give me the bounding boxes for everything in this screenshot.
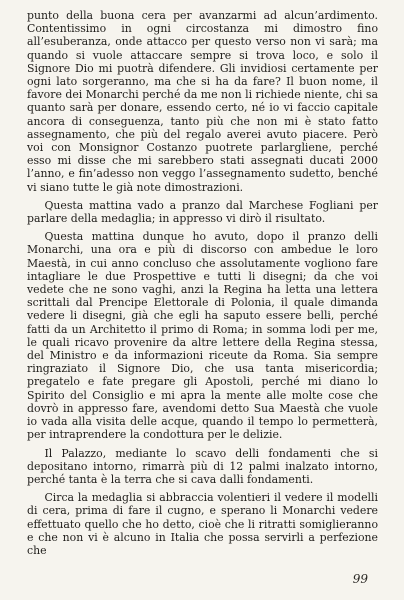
paragraph-4: Il Palazzo, mediante lo scavo delli fondamenti che si depositano intorno, rimarrà più di 12 palmi inalzato intorno, perché tanta è la terra che si cava dalli fondamenti. <box>27 446 378 486</box>
paragraph-2: Questa mattina vado a pranzo dal Marchese Fogliani per parlare della medaglia; in appresso vi dirò il risultato. <box>27 198 378 226</box>
paragraph-1: punto della buona cera per avanzarmi ad alcun’ardimento. Contentissimo in ogni circostanza mi dimostro fino all’esuberanza, onde attacco per questo verso non vi sarà; ma quando si vuole attaccare sempre si trova loco, e solo il Signore Dio mi puotrà difendere. Gli invidiosi certamente per ogni lato sorgeranno, ma che si ha da fare? Il buon nome, il favore dei Monarchi perché da me non li richiede niente, chi sa quanto sarà per donare, essendo certo, né io vi faccio capitale ancora di conseguenza, tanto più che non mi è stato fatto assegnamento, che più del regalo averei avuto piacere. Però voi con Monsignor Costanzo puotrete parlargliene, perché esso mi disse che mi sarebbero stati assegnati ducati 2000 l’anno, e fin’adesso non veggo l’assegnamento sudetto, benché vi siano tutte le già note dimostrazioni. <box>27 9 378 194</box>
paragraph-3: Questa mattina dunque ho avuto, dopo il pranzo delli Monarchi, una ora e più di discorso con ambedue le loro Maestà, in cui anno concluso che assolutamente vogliono fare intagliare le due Prospettive e tutti li disegni; da che voi vedete che ne sono vaghi, anzi la Regina ha letta una lettera scrittali dal Prencipe Elettorale di Polonia, il quale dimanda vedere li disegni, già che egli ha saputo essere belli, perché fatti da un Architetto il primo di Roma; in somma lodi per me, le quali ricavo provenire da altre lettere della Regina stessa, del Ministro e da informazioni riceute da Roma. Sia sempre ringraziato il Signore Dio, che usa tanta misericordia; pregatelo e fate pregare gli Apostoli, perché mi diano lo Spirito del Consiglio e mi apra la mente alle molte cose che dovrò in appresso fare, avendomi detto Sua Maestà che vuole io vada alla visita delle acque, quando il tempo lo permetterà, per intraprendere la condottura per le delizie. <box>27 230 378 442</box>
paragraph-5: Circa la medaglia si abbraccia volentieri il vedere il modelli di cera, prima di fare il cugno, e sperano li Monarchi vedere effettuato quello che ho detto, cioè che li ritratti somiglieranno e che non vi è alcuno in Italia che possa servirli a perfezione che <box>27 491 378 557</box>
page-number: 99 <box>352 572 368 586</box>
